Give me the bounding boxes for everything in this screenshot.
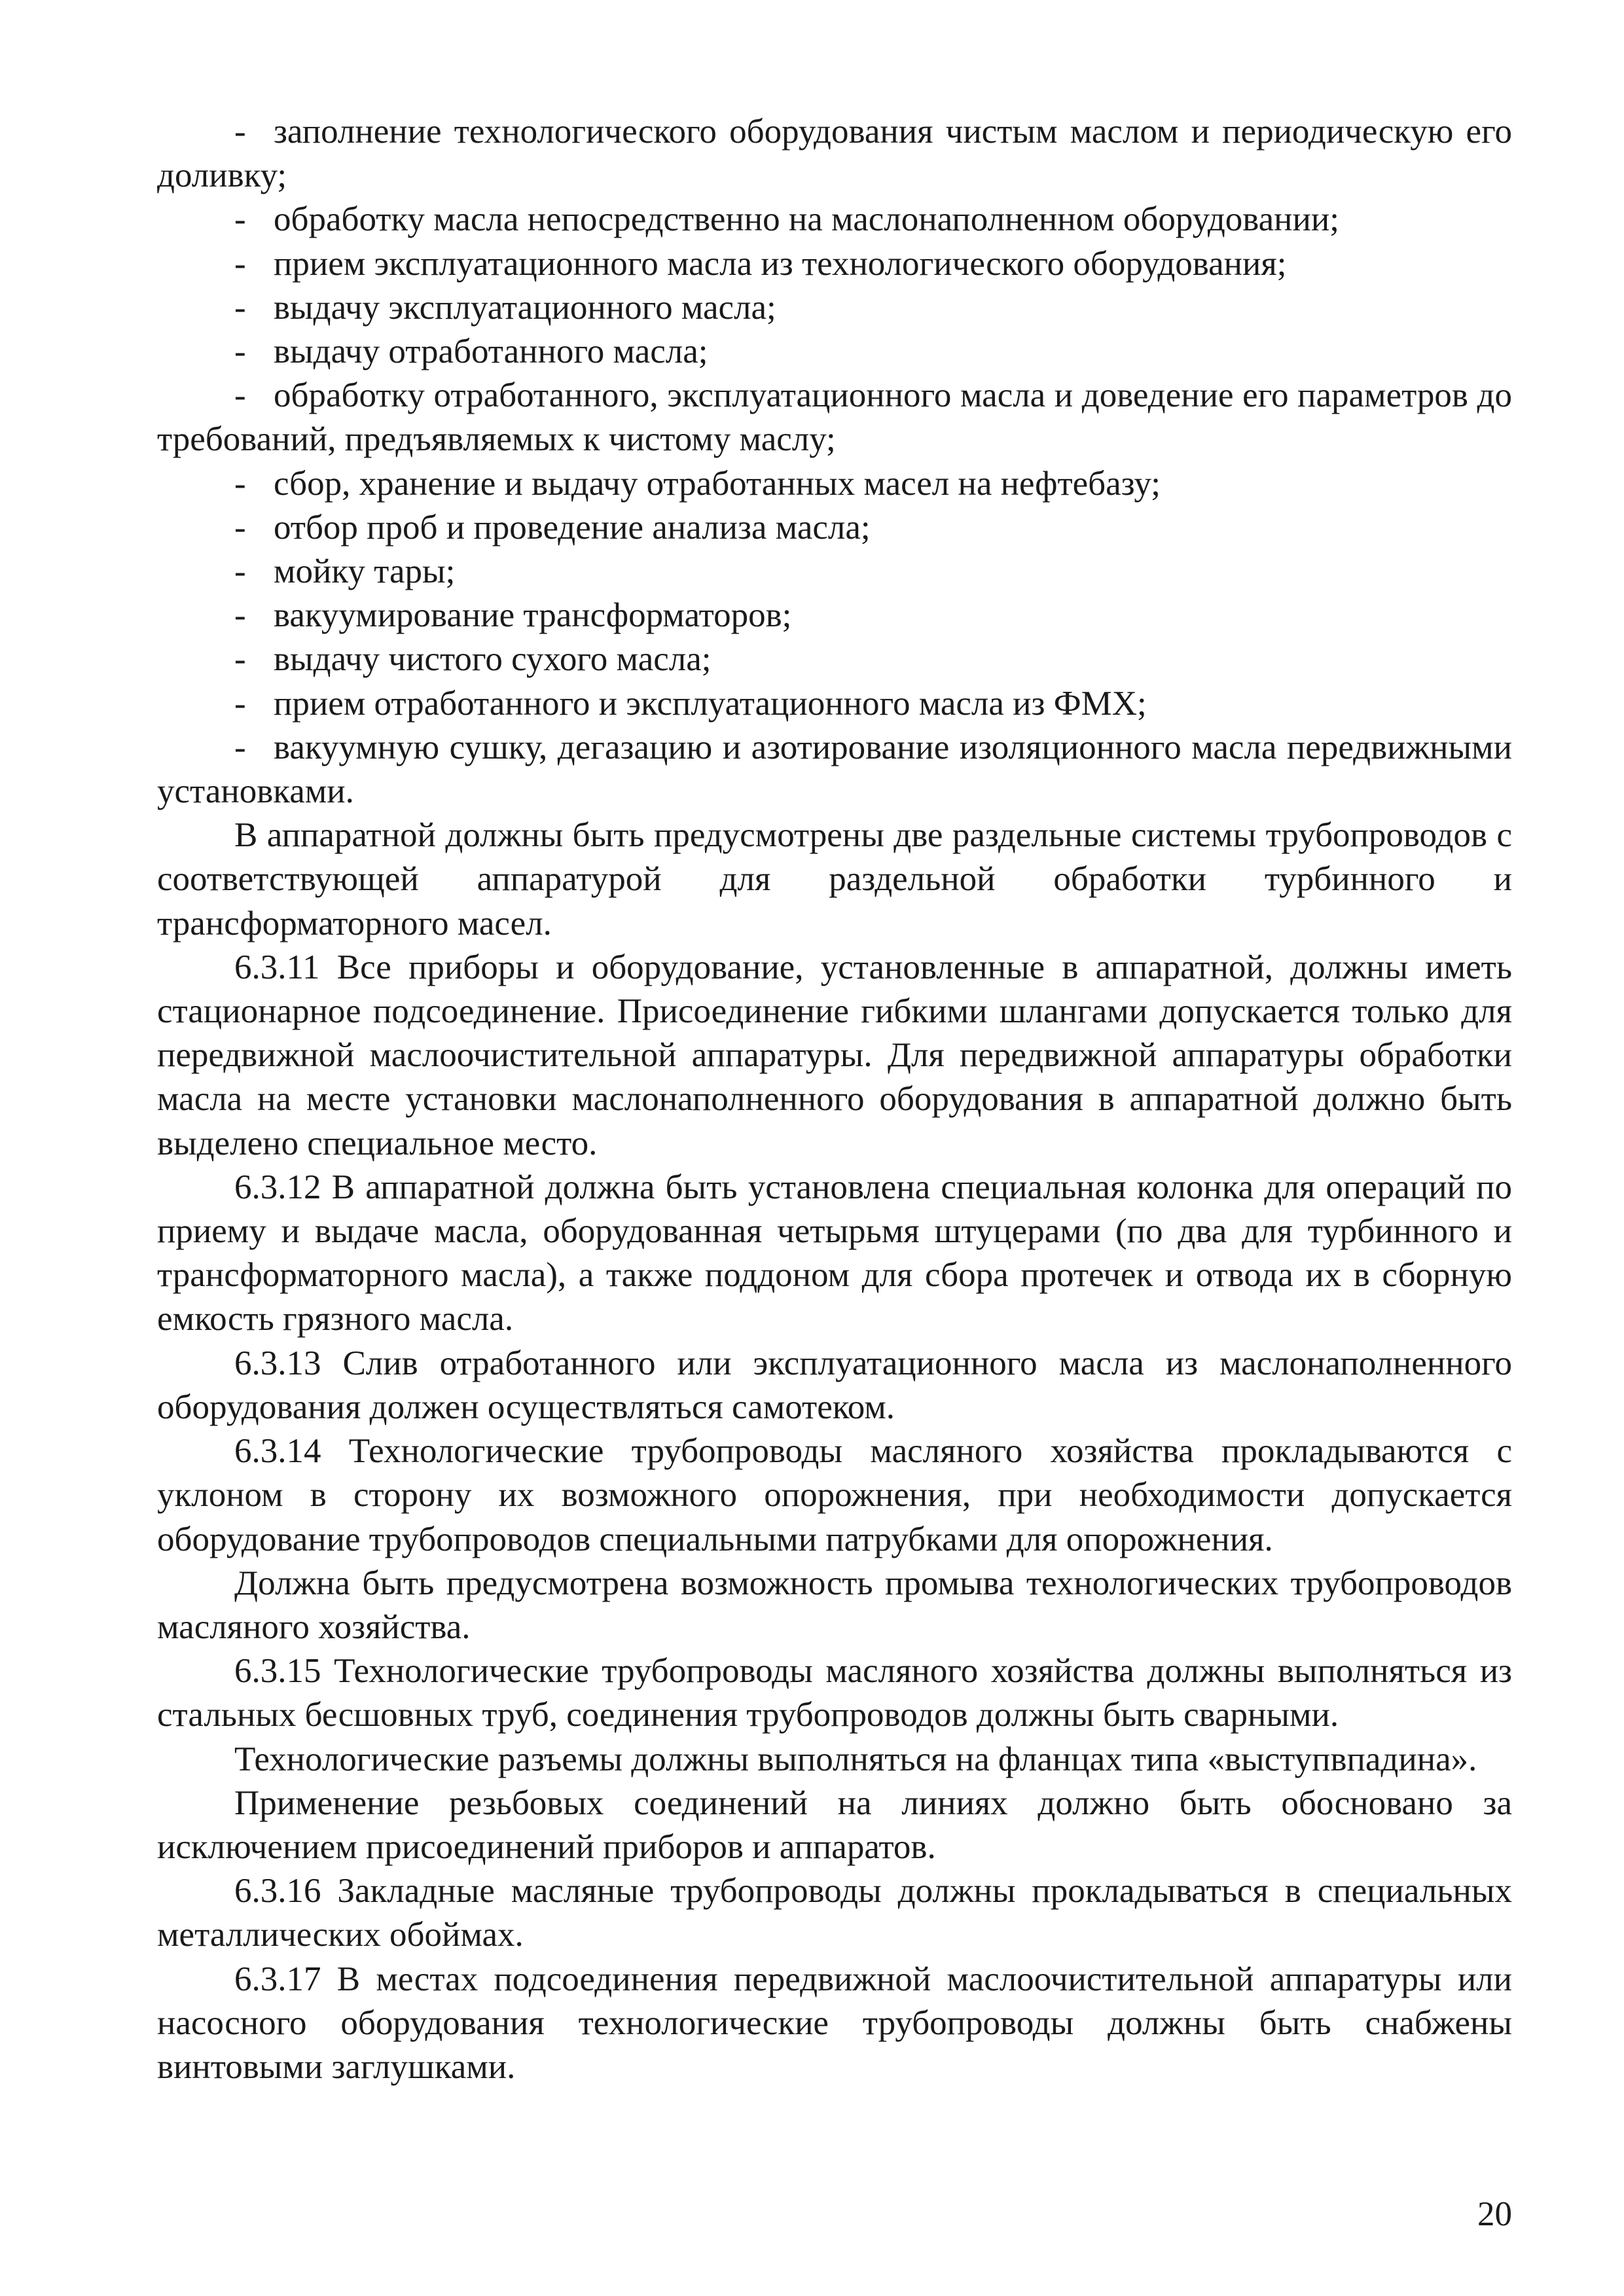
list-item-text: прием эксплуатационного масла из технологического оборудования; xyxy=(274,244,1287,283)
list-item xyxy=(157,198,1512,242)
list-item-text: выдачу отработанного масла; xyxy=(274,332,708,371)
list-item-text: вакуумную сушку, дегазацию и азотирование изоляционного масла передвижными установками. xyxy=(157,728,1512,811)
list-item-text: выдачу эксплуатационного масла; xyxy=(274,288,776,327)
list-item xyxy=(157,550,1512,594)
list-dash: - xyxy=(234,464,246,503)
list-item-text: сбор, хранение и выдачу отработанных масел на нефтебазу; xyxy=(274,464,1161,503)
list-item-text: вакуумирование трансформаторов; xyxy=(274,596,792,635)
list-item-text: обработку масла непосредственно на маслонаполненном оборудовании; xyxy=(274,200,1339,239)
list-dash: - xyxy=(234,684,246,723)
list-item xyxy=(157,726,1512,814)
list-item xyxy=(157,110,1512,198)
list-item xyxy=(157,242,1512,286)
paragraph-separate-systems: В аппаратной должны быть предусмотрены две раздельные системы трубопроводов с соответствующей аппаратурой для раздельной обработки турбинного и трансформаторного масел. xyxy=(157,816,1512,942)
paragraph-6-3-11: 6.3.11 Все приборы и оборудование, установленные в аппаратной, должны иметь стационарное подсоединение. Присоединение гибкими шлангами допускается только для передвижной маслоочистительной аппаратуры. Для передвижной аппаратуры обработки масла на месте установки маслонаполненного оборудования в аппаратной должно быть выделено специальное место. xyxy=(157,948,1512,1162)
list-item-text: обработку отработанного, эксплуатационного масла и доведение его параметров до требований, предъявляемых к чистому маслу; xyxy=(157,376,1512,459)
list-item xyxy=(157,506,1512,550)
paragraph-flanges: Технологические разъемы должны выполняться на фланцах типа «выступвпадина». xyxy=(234,1740,1477,1778)
list-item xyxy=(157,286,1512,330)
paragraph-6-3-14: 6.3.14 Технологические трубопроводы масляного хозяйства прокладываются с уклоном в сторону их возможного опорожнения, при необходимости допускается оборудование трубопроводов специальными патрубками для опорожнения. xyxy=(157,1432,1512,1558)
paragraph-threaded-joints: Применение резьбовых соединений на линиях должно быть обосновано за исключением присоединений приборов и аппаратов. xyxy=(157,1784,1512,1866)
paragraph-6-3-15: 6.3.15 Технологические трубопроводы масляного хозяйства должны выполняться из стальных бесшовных труб, соединения трубопроводов должны быть сварными. xyxy=(157,1652,1512,1734)
list-dash: - xyxy=(234,508,246,547)
list-item xyxy=(157,637,1512,681)
list-item xyxy=(157,594,1512,637)
list-item xyxy=(157,462,1512,506)
list-dash: - xyxy=(234,552,246,591)
list-item-text: заполнение технологического оборудования чистым маслом и периодическую его доливку; xyxy=(157,113,1512,195)
list-item-text: отбор проб и проведение анализа масла; xyxy=(274,508,871,547)
list-item-text: выдачу чистого сухого масла; xyxy=(274,640,712,679)
document-page xyxy=(157,110,1512,2089)
bullet-list xyxy=(157,110,1512,814)
list-dash: - xyxy=(234,113,246,151)
list-dash: - xyxy=(234,640,246,679)
list-item-text: мойку тары; xyxy=(274,552,456,591)
body-text xyxy=(157,814,1512,2089)
paragraph-flushing: Должна быть предусмотрена возможность промыва технологических трубопроводов масляного хозяйства. xyxy=(157,1564,1512,1646)
list-dash: - xyxy=(234,596,246,635)
page-number: 20 xyxy=(1477,2195,1512,2233)
list-dash: - xyxy=(234,200,246,239)
list-item xyxy=(157,682,1512,726)
list-item xyxy=(157,330,1512,374)
paragraph-6-3-16: 6.3.16 Закладные масляные трубопроводы должны прокладываться в специальных металлических обоймах. xyxy=(157,1872,1512,1954)
list-dash: - xyxy=(234,244,246,283)
list-dash: - xyxy=(234,288,246,327)
paragraph-6-3-17: 6.3.17 В местах подсоединения передвижной маслоочистительной аппаратуры или насосного оборудования технологические трубопроводы должны быть снабжены винтовыми заглушками. xyxy=(157,1960,1512,2086)
list-dash: - xyxy=(234,332,246,371)
list-item xyxy=(157,374,1512,461)
list-dash: - xyxy=(234,728,246,766)
paragraph-6-3-12: 6.3.12 В аппаратной должна быть установлена специальная колонка для операций по приему и выдаче масла, оборудованная четырьмя штуцерами (по два для турбинного и трансформаторного масла), а также поддоном для сбора протечек и отвода их в сборную емкость грязного масла. xyxy=(157,1168,1512,1338)
paragraph-6-3-13: 6.3.13 Слив отработанного или эксплуатационного масла из маслонаполненного оборудования должен осуществляться самотеком. xyxy=(157,1344,1512,1426)
list-item-text: прием отработанного и эксплуатационного масла из ФМХ; xyxy=(274,684,1147,723)
list-dash: - xyxy=(234,376,246,415)
